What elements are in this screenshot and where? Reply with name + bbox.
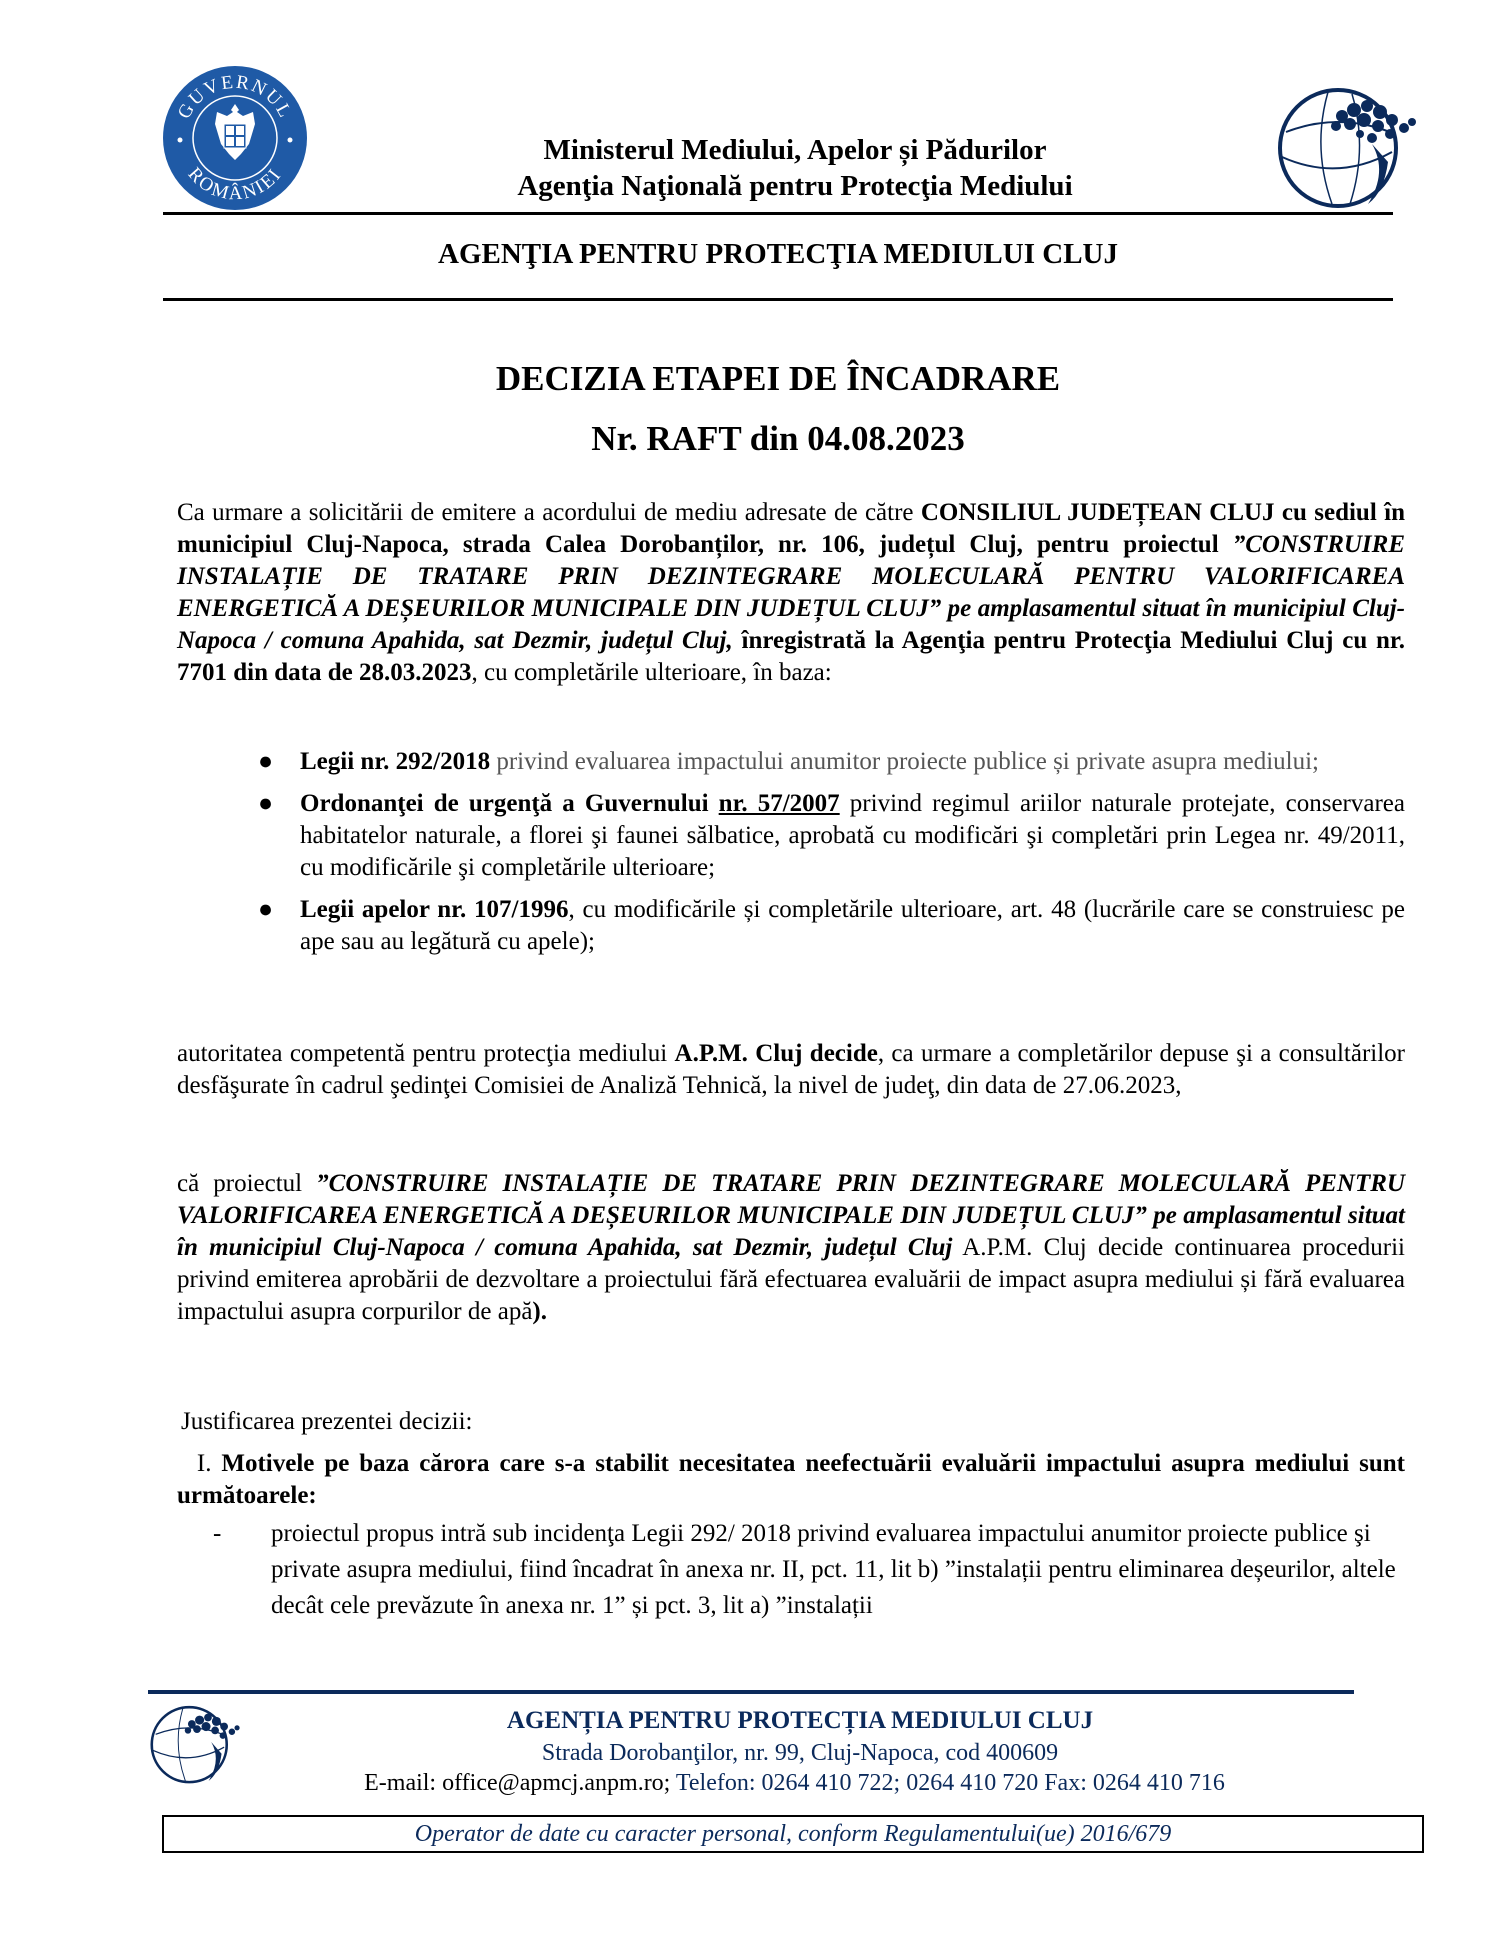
- list-item: ● Legii apelor nr. 107/1996, cu modificările și completările ulterioare, art. 48 (lucrările care se construiesc pe ape sau au legătură cu apele);: [258, 896, 1405, 955]
- footer-divider: [148, 1690, 1354, 1694]
- list-item: ● Ordonanţei de urgenţă a Guvernului nr. 57/2007 privind regimul ariilor naturale protejate, conservarea habitatelor naturale, a florei şi faunei sălbatice, aprobată cu modificări şi completări prin Legea nr. 49/2011, cu modificările şi completările ulterioare;: [258, 790, 1405, 881]
- bullet-icon: ●: [258, 896, 274, 923]
- law-link: nr. 57/2007: [718, 790, 840, 817]
- registration-number: înregistrată la Agenţia pentru Protecţia Mediului Cluj cu nr. 7701 din data de 28.03.2023: [177, 627, 1405, 686]
- justification-label: Justificarea prezentei decizii:: [181, 1408, 473, 1435]
- svg-text:ROMÂNIEI: ROMÂNIEI: [183, 163, 287, 205]
- dash-marker: -: [213, 1520, 222, 1547]
- header-divider: [163, 212, 1393, 215]
- ministry-heading: [330, 132, 1260, 204]
- bullet-icon: ●: [258, 790, 274, 817]
- footer-agency-name: AGENȚIA PENTRU PROTECȚIA MEDIULUI CLUJ: [506, 1707, 1094, 1734]
- bullet-icon: ●: [258, 748, 274, 775]
- section-heading: I. Motivele pe baza cărora care s-a stabilit necesitatea neefectuării evaluării impactului asupra mediului sunt următoarele:: [177, 1450, 1406, 1509]
- list-item: ● Legii nr. 292/2018 privind evaluarea impactului anumitor proiecte publice și private asupra mediului;: [177, 746, 1405, 778]
- decision-paragraph: că proiectul ”CONSTRUIRE INSTALAȚIE DE TRATARE PRIN DEZINTEGRARE MOLECULARĂ PENTRU VALORIFICAREA ENERGETICĂ A DEȘEURILOR MUNICIPALE DIN JUDEȚUL CLUJ” pe amplasamentul situat în municipiul Cluj-Napoca / comuna Apahida, sat Dezmir, județul Cluj A.P.M. Cluj decide continuarea procedurii privind emiterea aprobării de dezvoltare a proiectului fără efectuarea evaluării de impact asupra mediului și fără evaluarea impactului asupra corpurilor de apă).: [177, 1170, 1405, 1325]
- footer-email[interactable]: E-mail: office@apmcj.anpm.ro;: [364, 1770, 676, 1796]
- header-divider: [163, 298, 1393, 301]
- ministry-name: Ministerul Mediului, Apelor și Pădurilor: [543, 134, 1047, 166]
- globe-tree-icon: [1272, 82, 1428, 212]
- authority-paragraph: autoritatea competentă pentru protecţia mediului A.P.M. Cluj decide, ca urmare a completărilor depuse şi a consultărilor desfăşurate în cadrul şedinţei Comisiei de Analiză Tehnică, la nivel de judeţ, din data de 27.06.2023,: [177, 1040, 1406, 1099]
- list-item: - proiectul propus intră sub incidenţa Legii 292/ 2018 privind evaluarea impactului anumitor proiecte publice şi private asupra mediului, fiind încadrat în anexa nr. II, pct. 11, lit b) ”instalații pentru eliminarea deșeurilor, altele decât cele prevăzute în anexa nr. 1” și pct. 3, lit a) ”instalații: [177, 1516, 1405, 1624]
- government-seal-logo: [160, 64, 310, 212]
- legal-basis-list: [177, 746, 1405, 968]
- applicant: CONSILIUL JUDEȚEAN CLUJ cu sediul în municipiul Cluj-Napoca, strada Calea Dorobanților, nr. 106, județul Cluj, pentru proiectul: [177, 499, 1405, 558]
- apm-globe-tree-logo: [1272, 82, 1428, 212]
- agency-title: AGENŢIA PENTRU PROTECŢIA MEDIULUI CLUJ: [438, 238, 1118, 270]
- government-seal-icon: [160, 64, 310, 212]
- document-title: DECIZIA ETAPEI DE ÎNCADRARE: [495, 359, 1061, 398]
- document-number: Nr. RAFT din 04.08.2023: [591, 419, 965, 458]
- svg-text:GUVERNUL: GUVERNUL: [173, 71, 297, 123]
- footer-address: Strada Dorobanţilor, nr. 99, Cluj-Napoca, cod 400609: [541, 1740, 1059, 1766]
- footer-contact: [163, 1768, 1426, 1798]
- intro-paragraph: Ca urmare a solicitării de emitere a acordului de mediu adresate de către CONSILIUL JUDEȚEAN CLUJ cu sediul în municipiul Cluj-Napoca, strada Calea Dorobanților, nr. 106, județul Cluj, pentru proiectul ”CONSTRUIRE INSTALAȚIE DE TRATARE PRIN DEZINTEGRARE MOLECULARĂ PENTRU VALORIFICAREA ENERGETICĂ A DEȘEURILOR MUNICIPALE DIN JUDEȚUL CLUJ” pe amplasamentul situat în municipiul Cluj-Napoca / comuna Apahida, sat Dezmir, județul Cluj, înregistrată la Agenţia pentru Protecţia Mediului Cluj cu nr. 7701 din data de 28.03.2023, cu completările ulterioare, în baza:: [177, 499, 1405, 686]
- gdpr-notice: Operator de date cu caracter personal, conform Regulamentului(ue) 2016/679: [162, 1815, 1424, 1853]
- project-name: ”CONSTRUIRE INSTALAȚIE DE TRATARE PRIN DEZINTEGRARE MOLECULARĂ PENTRU VALORIFICAREA ENERGETICĂ A DEȘEURILOR MUNICIPALE DIN JUDEȚUL CLUJ” pe amplasamentul situat în municipiul Cluj-Napoca / comuna Apahida, sat Dezmir, județul Cluj,: [177, 531, 1405, 654]
- project-name: ”CONSTRUIRE INSTALAȚIE DE TRATARE PRIN DEZINTEGRARE MOLECULARĂ PENTRU VALORIFICAREA ENERGETICĂ A DEȘEURILOR MUNICIPALE DIN JUDEȚUL CLUJ” pe amplasamentul situat în municipiul Cluj-Napoca / comuna Apahida, sat Dezmir, județul Cluj: [177, 1170, 1405, 1261]
- footer-phones: Telefon: 0264 410 722; 0264 410 720 Fax: 0264 410 716: [675, 1770, 1225, 1796]
- national-agency-name: Agenţia Naţională pentru Protecţia Mediului: [517, 170, 1073, 202]
